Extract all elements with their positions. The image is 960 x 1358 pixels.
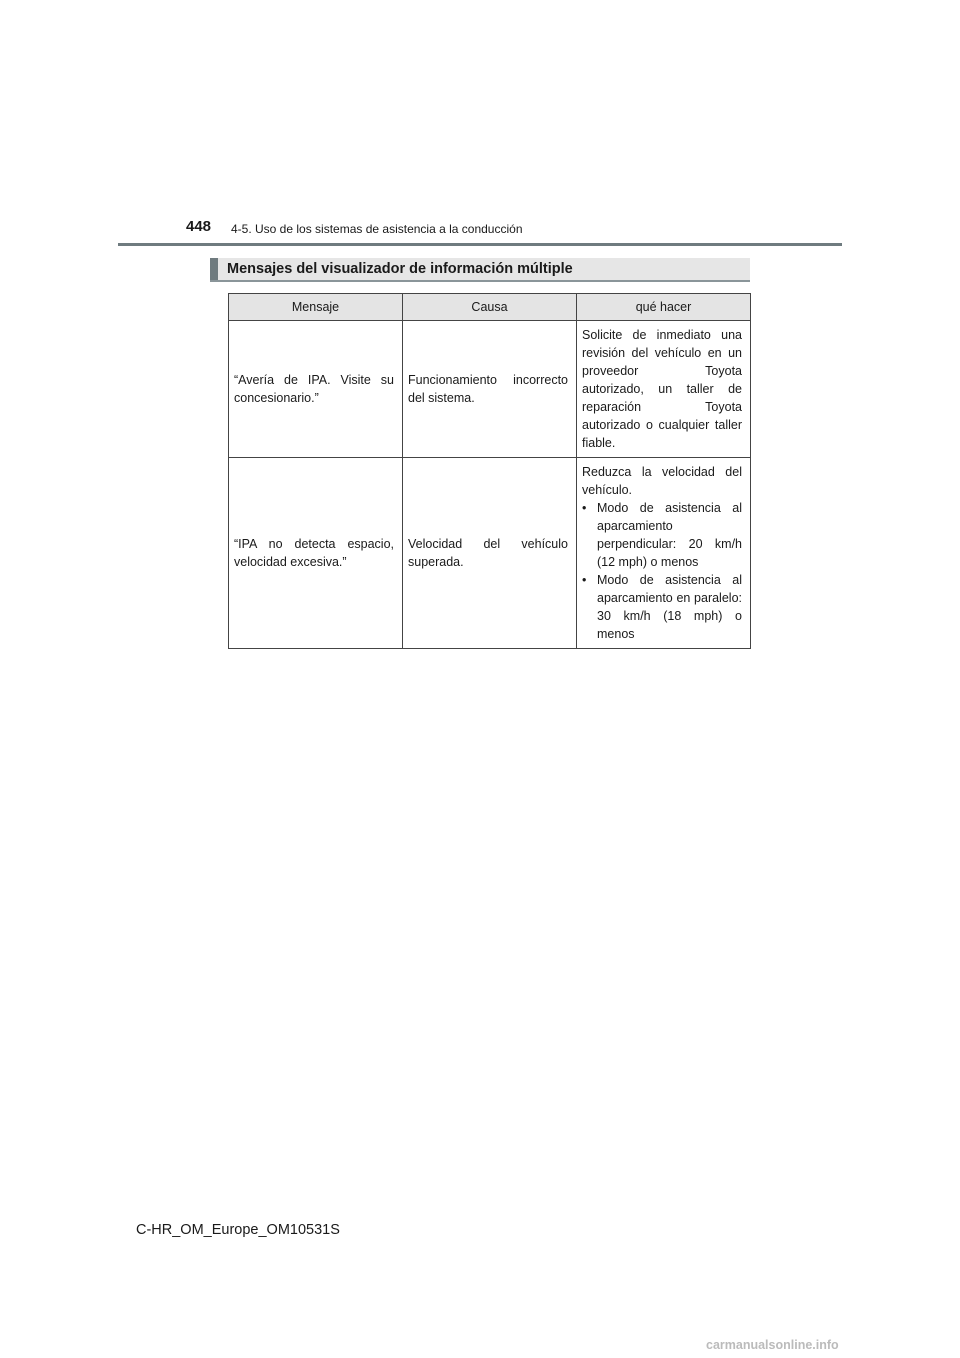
accion-intro: Reduzca la velocidad del vehículo. — [582, 465, 742, 497]
header-causa: Causa — [403, 294, 577, 321]
cell-accion — [577, 458, 751, 649]
bullet-text: Modo de asistencia al aparcamiento perpendicular: 20 km/h (12 mph) o menos — [597, 501, 742, 569]
mensaje-text: “Avería de IPA. Visite su concesionario.” — [234, 373, 394, 405]
header-rule — [118, 243, 842, 246]
bullet-icon: • — [582, 573, 587, 587]
bullet-icon: • — [582, 501, 587, 515]
running-head: 4-5. Uso de los sistemas de asistencia a la conducción — [231, 222, 523, 236]
list-item — [582, 499, 742, 571]
list-item — [582, 571, 742, 643]
messages-table — [228, 293, 751, 649]
cell-causa — [403, 321, 577, 458]
section-accent — [210, 258, 218, 280]
causa-text: Funcionamiento incorrecto del sistema. — [408, 373, 568, 405]
watermark: carmanualsonline.info — [706, 1338, 839, 1352]
cell-mensaje — [229, 458, 403, 649]
accion-text: Solicite de inmediato una revisión del vehículo en un proveedor Toyota autorizado, un taller de reparación Toyota autorizado o cualquier taller fiable. — [582, 328, 742, 450]
section-title: Mensajes del visualizador de información múltiple — [227, 261, 573, 277]
header-mensaje: Mensaje — [229, 294, 403, 321]
footer-doc-code: C-HR_OM_Europe_OM10531S — [136, 1222, 340, 1238]
table-row — [229, 458, 751, 649]
table-header-row — [229, 294, 751, 321]
cell-causa — [403, 458, 577, 649]
cell-accion — [577, 321, 751, 458]
section-heading — [210, 258, 750, 282]
cell-mensaje — [229, 321, 403, 458]
bullet-text: Modo de asistencia al aparcamiento en paralelo: 30 km/h (18 mph) o menos — [597, 573, 742, 641]
causa-text: Velocidad del vehículo superada. — [408, 537, 568, 569]
header-que-hacer: qué hacer — [577, 294, 751, 321]
table-row — [229, 321, 751, 458]
page-number: 448 — [186, 218, 212, 235]
mensaje-text: “IPA no detecta espacio, velocidad excesiva.” — [234, 537, 394, 569]
